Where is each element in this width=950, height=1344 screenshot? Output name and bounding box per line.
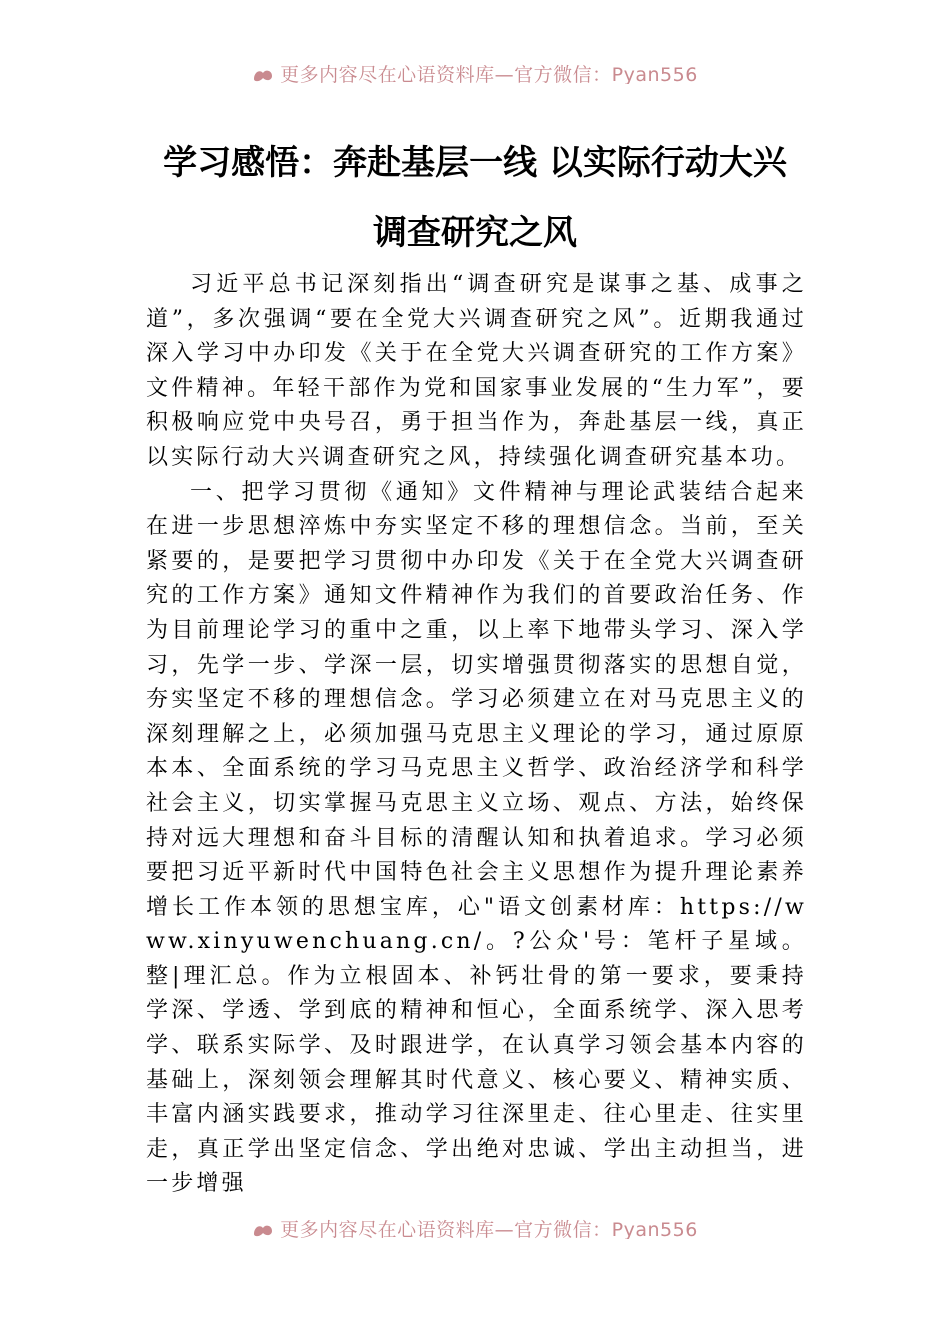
paragraph-intro: 习近平总书记深刻指出“调查研究是谋事之基、成事之道”，多次强调“要在全党大兴调查研究之风”。近期我通过深入学习中办印发《关于在全党大兴调查研究的工作方案》文件精神。年轻干部作为党和国家事业发展的“生力军”，要积极响应党中央号召，勇于担当作为，奔赴基层一线，真正以实际行动大兴调查研究之风，持续强化调查研究基本功。 [146, 272, 807, 470]
brand-logo-icon [252, 1222, 274, 1238]
paragraph-section-one: 一、把学习贯彻《通知》文件精神与理论武装结合起来在进一步思想淬炼中夯实坚定不移的理想信念。当前，至关紧要的，是要把学习贯彻中办印发《关于在全党大兴调查研究的工作方案》通知文件精神作为我们的首要政治任务、作为目前理论学习的重中之重，以上率下地带头学习、深入学习，先学一步、学深一层，切实增强贯彻落实的思想自觉，夯实坚定不移的理想信念。学习必须建立在对马克思主义的深刻理解之上，必须加强马克思主义理论的学习，通过原原本本、全面系统的学习马克思主义哲学、政治经济学和科学社会主义，切实掌握马克思主义立场、观点、方法，始终保持对远大理想和奋斗目标的清醒认知和执着追求。学习必须要把习近平新时代中国特色社会主义思想作为提升理论素养增长工作本领的思想宝库，心"语文创素材库：https://www.xinyuwenchuang.cn/。?公众'号：笔杆子星域。整|理汇总。作为立根固本、补钙壮骨的第一要求，要秉持学深、学透、学到底的精神和恒心，全面系统学、深入思考学、联系实际学、及时跟进学，在认真学习领会基本内容的基础上，深刻领会理解其时代意义、核心要义、精神实质、丰富内涵实践要求，推动学习往深里走、往心里走、往实里走，真正学出坚定信念、学出绝对忠诚、学出主动担当，进一步增强 [146, 479, 807, 1197]
page-title-line-1: 学习感悟：奔赴基层一线 以实际行动大兴 [163, 143, 787, 183]
page-title-line-2: 调查研究之风 [373, 213, 577, 253]
watermark-text: 更多内容尽在心语资料库—官方微信：Pyan556 [280, 64, 698, 84]
footer-watermark [0, 1215, 950, 1239]
brand-logo-icon [252, 67, 274, 83]
header-watermark [0, 60, 950, 84]
watermark-text: 更多内容尽在心语资料库—官方微信：Pyan556 [280, 1219, 698, 1239]
article-body [146, 268, 807, 1202]
